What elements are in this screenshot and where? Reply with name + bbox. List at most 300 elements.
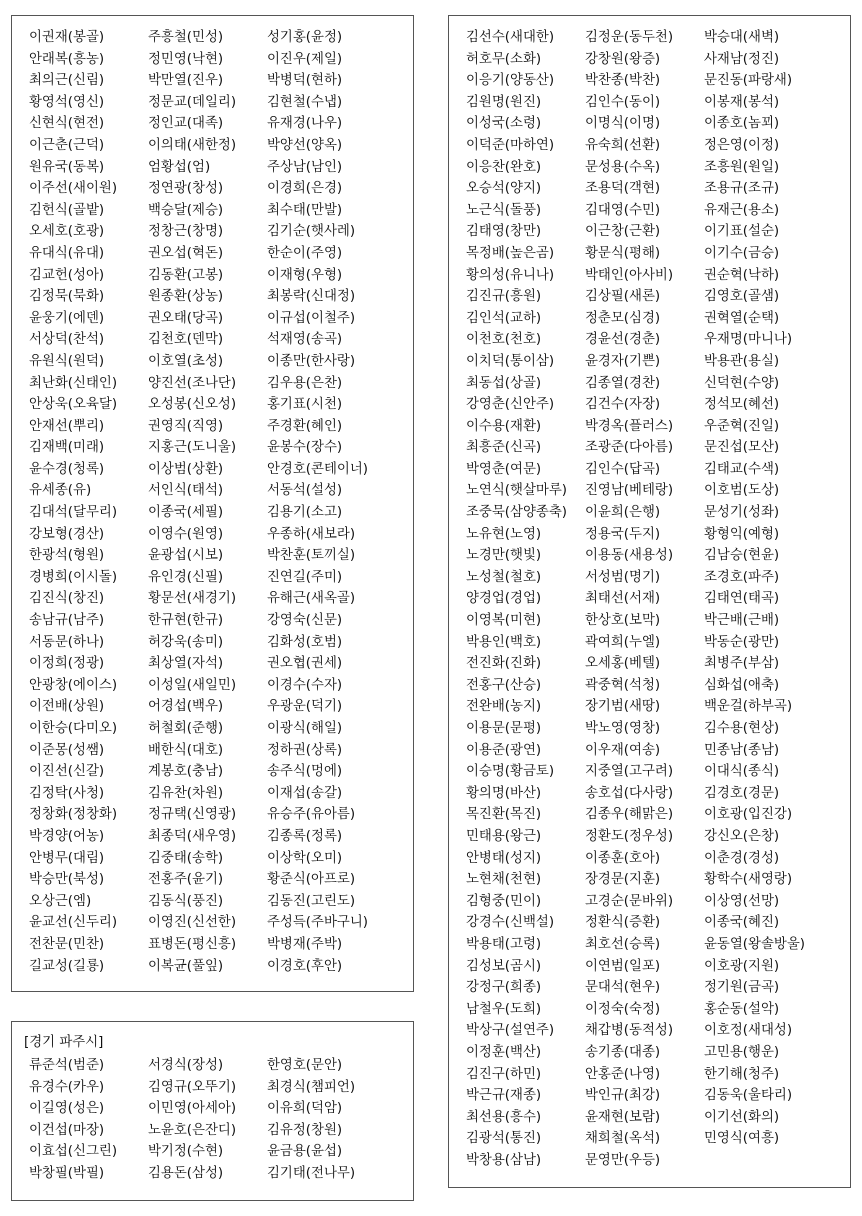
member-entry: 장기범(새땅) — [585, 699, 661, 715]
member-entry: 오성봉(신오성) — [148, 397, 237, 413]
member-entry: 이기선(화의) — [704, 1109, 780, 1125]
member-entry: 이수용(재환) — [466, 418, 542, 434]
member-entry: 장경문(지훈) — [585, 872, 661, 888]
member-entry: 박태인(아사비) — [585, 267, 674, 283]
member-entry: 우종하(새보라) — [267, 526, 356, 542]
member-entry: 김대영(수민) — [585, 202, 661, 218]
member-entry: 유경수(카우) — [29, 1079, 105, 1095]
member-entry: 박승만(북성) — [29, 872, 105, 888]
member-entry: 엄황섭(엄) — [148, 159, 211, 175]
member-entry: 권오태(당곡) — [148, 310, 224, 326]
member-entry: 박기정(수현) — [148, 1144, 224, 1160]
member-entry: 권오섭(혁돈) — [148, 245, 224, 261]
region-title: [경기 파주시] — [24, 1035, 104, 1050]
member-entry: 이주선(새이원) — [29, 181, 118, 197]
member-entry: 김동환(고봉) — [148, 267, 224, 283]
member-entry: 김재백(미래) — [29, 440, 105, 456]
member-entry: 김유찬(차원) — [148, 785, 224, 801]
member-entry: 황학수(새영랑) — [704, 872, 793, 888]
member-entry: 이종훈(호아) — [585, 850, 661, 866]
member-entry: 박승대(새벽) — [704, 30, 780, 45]
member-entry: 이종국(세필) — [148, 505, 224, 521]
member-entry: 김성보(곰시) — [466, 958, 542, 974]
member-entry: 이연범(일포) — [585, 958, 661, 974]
member-entry: 윤교선(신두리) — [29, 915, 118, 931]
member-entry: 황문식(평해) — [585, 245, 661, 261]
member-entry: 정환식(증환) — [585, 915, 661, 931]
member-entry: 채갑병(동적성) — [585, 1023, 674, 1039]
member-entry: 이준몽(성쌤) — [29, 742, 105, 758]
member-entry: 윤금용(윤섭) — [267, 1144, 343, 1160]
member-entry: 박영춘(여문) — [466, 461, 542, 477]
member-entry: 정석모(혜선) — [704, 397, 780, 413]
member-entry: 이명식(이명) — [585, 116, 661, 132]
member-entry: 김동식(풍진) — [148, 893, 224, 909]
member-entry: 오상근(엠) — [29, 893, 92, 909]
member-entry: 강창원(왕증) — [585, 51, 661, 67]
member-entry: 박상구(설연주) — [466, 1023, 555, 1039]
member-entry: 안재선(뿌리) — [29, 418, 105, 434]
member-list-panel-paju — [11, 1021, 414, 1201]
member-entry: 이기수(금승) — [704, 245, 780, 261]
member-entry: 노윤호(은잔디) — [148, 1122, 237, 1138]
member-entry: 조중묵(삼양종축) — [466, 505, 567, 521]
member-entry: 김진식(창진) — [29, 591, 105, 607]
member-entry: 이경희(은경) — [267, 181, 343, 197]
member-entry: 한규현(한규) — [148, 613, 224, 629]
member-entry: 오세홍(베텔) — [585, 656, 661, 672]
member-entry: 정창근(창명) — [148, 224, 224, 240]
member-entry: 김태영(창만) — [466, 224, 542, 240]
member-entry: 이승명(황금토) — [466, 764, 555, 780]
member-entry: 김진규(흥원) — [466, 289, 542, 305]
member-entry: 이건섭(마장) — [29, 1122, 105, 1138]
member-entry: 이권재(봉골) — [29, 30, 105, 45]
member-entry: 한광석(형원) — [29, 548, 105, 564]
member-entry: 황의성(유니나) — [466, 267, 555, 283]
member-list-panel-2 — [448, 15, 851, 1188]
member-entry: 문진섭(모산) — [704, 440, 780, 456]
member-entry: 이응찬(완호) — [466, 159, 542, 175]
member-entry: 배한식(대호) — [148, 742, 224, 758]
member-entry: 조광준(다아름) — [585, 440, 674, 456]
member-entry: 이재형(우형) — [267, 267, 343, 283]
member-entry: 이성일(새일민) — [148, 677, 237, 693]
member-entry: 박경옥(플러스) — [585, 418, 674, 434]
member-entry: 백승달(제승) — [148, 202, 224, 218]
member-entry: 표병돈(평신흥) — [148, 936, 237, 952]
member-entry: 황준식(아프로) — [267, 872, 356, 888]
member-entry: 이전배(상원) — [29, 699, 105, 715]
member-entry: 전찬문(민찬) — [29, 936, 105, 952]
member-entry: 김인수(답곡) — [585, 461, 661, 477]
member-entry: 김용돈(삼성) — [148, 1165, 224, 1181]
member-entry: 양경업(경업) — [466, 591, 542, 607]
member-entry: 이정숙(숙정) — [585, 1001, 661, 1017]
member-entry: 노근식(돌풍) — [466, 202, 542, 218]
member-entry: 전진화(진화) — [466, 656, 542, 672]
member-entry: 안래복(흥농) — [29, 51, 105, 67]
member-entry: 정인교(대족) — [148, 116, 224, 132]
member-entry: 유인경(신필) — [148, 569, 224, 585]
member-entry: 진영남(베테랑) — [585, 483, 674, 499]
member-entry: 이호정(새대성) — [704, 1023, 793, 1039]
member-entry: 이성국(소령) — [466, 116, 542, 132]
member-entry: 송기종(대종) — [585, 1044, 661, 1060]
member-list-grid — [29, 27, 413, 977]
member-entry: 이종호(놈꾀) — [704, 116, 780, 132]
member-entry: 안상욱(오육달) — [29, 397, 118, 413]
member-entry: 김현철(수냅) — [267, 94, 343, 110]
member-entry: 김정운(동두천) — [585, 30, 674, 45]
member-entry: 류준석(범준) — [29, 1058, 105, 1073]
member-entry: 허호무(소화) — [466, 51, 542, 67]
member-entry: 유재근(용소) — [704, 202, 780, 218]
member-entry: 어경섭(백우) — [148, 699, 224, 715]
member-entry: 윤동열(왕솔방울) — [704, 936, 805, 952]
member-entry: 이의태(새한정) — [148, 137, 237, 153]
member-entry: 이치덕(통이삼) — [466, 353, 555, 369]
member-entry: 김중태(송학) — [148, 850, 224, 866]
member-entry: 이영수(원영) — [148, 526, 224, 542]
member-entry: 윤봉수(장수) — [267, 440, 343, 456]
member-entry: 정창화(정창화) — [29, 807, 118, 823]
member-list-panel-1 — [11, 15, 414, 992]
member-entry: 곽여희(누엘) — [585, 634, 661, 650]
member-entry: 이호열(초성) — [148, 353, 224, 369]
member-entry: 윤재현(보람) — [585, 1109, 661, 1125]
member-entry: 오세호(호광) — [29, 224, 105, 240]
member-entry: 서성범(명기) — [585, 569, 661, 585]
member-entry: 지중열(고구려) — [585, 764, 674, 780]
member-entry: 이상영(선망) — [704, 893, 780, 909]
member-entry: 심화섭(애축) — [704, 677, 780, 693]
member-entry: 민영식(여흥) — [704, 1131, 780, 1147]
member-entry: 이복균(풀잎) — [148, 958, 224, 974]
member-entry: 정민영(낙현) — [148, 51, 224, 67]
member-list-grid — [466, 27, 850, 1171]
member-entry: 안홍준(나영) — [585, 1066, 661, 1082]
member-entry: 이응기(양동산) — [466, 73, 555, 89]
member-entry: 김정묵(묵화) — [29, 289, 105, 305]
member-entry: 이종만(한사랑) — [267, 353, 356, 369]
member-entry: 이정희(정광) — [29, 656, 105, 672]
member-entry: 정규택(신영광) — [148, 807, 237, 823]
member-entry: 최봉락(신대정) — [267, 289, 356, 305]
member-entry: 문성용(수옥) — [585, 159, 661, 175]
member-entry: 채희철(옥석) — [585, 1131, 661, 1147]
member-entry: 이기표(설순) — [704, 224, 780, 240]
member-entry: 정환도(정우성) — [585, 828, 674, 844]
member-entry: 김선수(새대한) — [466, 30, 555, 45]
member-entry: 최호선(승록) — [585, 936, 661, 952]
member-entry: 김종우(해맑은) — [585, 807, 674, 823]
member-entry: 박인규(최강) — [585, 1088, 661, 1104]
member-entry: 한기해(청주) — [704, 1066, 780, 1082]
member-entry: 주성득(주바구니) — [267, 915, 368, 931]
member-entry: 이용문(문평) — [466, 721, 542, 736]
member-entry: 정용국(두지) — [585, 526, 661, 542]
member-entry: 이민영(아세아) — [148, 1101, 237, 1117]
member-entry: 김우용(은찬) — [267, 375, 343, 391]
member-entry: 정문교(데일리) — [148, 94, 237, 110]
member-entry: 최태선(서재) — [585, 591, 661, 607]
member-entry: 송주식(멍에) — [267, 764, 343, 780]
member-entry: 김태연(태곡) — [704, 591, 780, 607]
member-entry: 이유희(덕암) — [267, 1101, 343, 1117]
member-entry: 이천호(천호) — [466, 332, 542, 348]
member-entry: 우재명(마니나) — [704, 332, 793, 348]
member-entry: 이영진(신선한) — [148, 915, 237, 931]
member-entry: 전홍구(산승) — [466, 677, 542, 693]
member-entry: 박용인(백호) — [466, 634, 542, 650]
member-entry: 이진선(신갈) — [29, 764, 105, 780]
member-entry: 이상범(상환) — [148, 461, 224, 477]
member-entry: 우광운(덕기) — [267, 699, 343, 715]
member-entry: 박노영(영창) — [585, 721, 661, 736]
member-entry: 최흥준(신곡) — [466, 440, 542, 456]
member-entry: 김종열(경찬) — [585, 375, 661, 391]
member-entry: 안병태(성지) — [466, 850, 542, 866]
member-entry: 최수태(만발) — [267, 202, 343, 218]
member-entry: 윤광섭(시보) — [148, 548, 224, 564]
member-entry: 주흥철(민성) — [148, 30, 224, 45]
member-entry: 김경호(경문) — [704, 785, 780, 801]
member-entry: 노성철(철호) — [466, 569, 542, 585]
member-entry: 최동섭(상골) — [466, 375, 542, 391]
member-entry: 신덕현(수양) — [704, 375, 780, 391]
member-entry: 이호광(지원) — [704, 958, 780, 974]
member-entry: 황형익(예형) — [704, 526, 780, 542]
member-entry: 송남규(남주) — [29, 613, 105, 629]
member-entry: 최상열(자석) — [148, 656, 224, 672]
member-entry: 전홍주(윤기) — [148, 872, 224, 888]
member-entry: 전완배(농지) — [466, 699, 542, 715]
member-entry: 김태교(수색) — [704, 461, 780, 477]
member-entry: 안광창(에이스) — [29, 677, 118, 693]
member-entry: 한상호(보막) — [585, 613, 661, 629]
member-entry: 김기태(전나무) — [267, 1165, 356, 1181]
member-entry: 이호광(입진강) — [704, 807, 793, 823]
member-entry: 최선용(흥수) — [466, 1109, 542, 1125]
member-entry: 강정구(희종) — [466, 980, 542, 996]
member-entry: 이용준(광연) — [466, 742, 542, 758]
member-entry: 안경호(콘테이너) — [267, 461, 368, 477]
member-entry: 이규섭(이철주) — [267, 310, 356, 326]
member-entry: 권영직(직영) — [148, 418, 224, 434]
member-entry: 황의명(바산) — [466, 785, 542, 801]
member-entry: 주상남(남인) — [267, 159, 343, 175]
member-entry: 지홍근(도니울) — [148, 440, 237, 456]
member-entry: 김영호(골샘) — [704, 289, 780, 305]
member-entry: 이광식(해일) — [267, 721, 343, 736]
member-entry: 문진동(파랑새) — [704, 73, 793, 89]
member-entry: 유승주(유아름) — [267, 807, 356, 823]
member-entry: 강영숙(신문) — [267, 613, 343, 629]
member-entry: 최병주(부삼) — [704, 656, 780, 672]
member-entry: 원종환(상농) — [148, 289, 224, 305]
member-entry: 허강욱(송미) — [148, 634, 224, 650]
member-entry: 정하권(상록) — [267, 742, 343, 758]
member-entry: 안병무(대림) — [29, 850, 105, 866]
member-entry: 서인식(태석) — [148, 483, 224, 499]
member-entry: 신현식(현전) — [29, 116, 105, 132]
member-entry: 이진우(제일) — [267, 51, 343, 67]
member-entry: 정연광(창성) — [148, 181, 224, 197]
member-entry: 문대석(현우) — [585, 980, 661, 996]
member-entry: 이근춘(근덕) — [29, 137, 105, 153]
member-entry: 이춘경(경성) — [704, 850, 780, 866]
member-entry: 이경수(수자) — [267, 677, 343, 693]
member-entry: 이덕준(마하연) — [466, 137, 555, 153]
member-entry: 민종남(종남) — [704, 742, 780, 758]
member-entry: 남철우(도희) — [466, 1001, 542, 1017]
member-entry: 이영복(미현) — [466, 613, 542, 629]
member-entry: 윤수경(청록) — [29, 461, 105, 477]
member-entry: 노연식(햇살마루) — [466, 483, 567, 499]
member-entry: 곽중혁(석청) — [585, 677, 661, 693]
member-entry: 정기원(금곡) — [704, 980, 780, 996]
member-entry: 서동석(설성) — [267, 483, 343, 499]
member-entry: 김원명(원진) — [466, 94, 542, 110]
member-entry: 김인수(동이) — [585, 94, 661, 110]
member-entry: 박용관(용실) — [704, 353, 780, 369]
member-entry: 강신오(은창) — [704, 828, 780, 844]
member-entry: 서상덕(찬석) — [29, 332, 105, 348]
member-entry: 이종국(혜진) — [704, 915, 780, 931]
member-entry: 유숙희(선환) — [585, 137, 661, 153]
member-entry: 이대식(종식) — [704, 764, 780, 780]
member-entry: 원유국(동복) — [29, 159, 105, 175]
member-entry: 최종덕(새우영) — [148, 828, 237, 844]
member-entry: 이봉재(봉석) — [704, 94, 780, 110]
member-entry: 이상학(오미) — [267, 850, 343, 866]
member-entry: 조흥원(원일) — [704, 159, 780, 175]
member-entry: 노현채(천현) — [466, 872, 542, 888]
member-entry: 박동순(광만) — [704, 634, 780, 650]
member-entry: 성기홍(윤정) — [267, 30, 343, 45]
member-entry: 김천호(덴막) — [148, 332, 224, 348]
member-entry: 윤웅기(에덴) — [29, 310, 105, 326]
member-entry: 정춘모(심경) — [585, 310, 661, 326]
member-entry: 노유현(노영) — [466, 526, 542, 542]
member-entry: 김남승(현윤) — [704, 548, 780, 564]
member-entry: 송호섭(다사랑) — [585, 785, 674, 801]
member-entry: 노경만(햇빛) — [466, 548, 542, 564]
member-entry: 진연길(주미) — [267, 569, 343, 585]
member-entry: 김교헌(성아) — [29, 267, 105, 283]
member-entry: 박근배(근배) — [704, 613, 780, 629]
member-entry: 이용동(새용성) — [585, 548, 674, 564]
member-entry: 이길영(성은) — [29, 1101, 105, 1117]
member-entry: 김동욱(울타리) — [704, 1088, 793, 1104]
member-entry: 최경식(챔피언) — [267, 1079, 356, 1095]
member-entry: 김동진(고린도) — [267, 893, 356, 909]
member-entry: 김대석(달무리) — [29, 505, 118, 521]
member-entry: 강영춘(신안주) — [466, 397, 555, 413]
member-entry: 강보형(경산) — [29, 526, 105, 542]
member-entry: 조용규(조규) — [704, 181, 780, 197]
member-entry: 김헌식(골밭) — [29, 202, 105, 218]
member-entry: 김영규(오뚜기) — [148, 1079, 237, 1095]
member-entry: 홍기표(시천) — [267, 397, 343, 413]
member-entry: 한영호(문안) — [267, 1058, 343, 1073]
member-entry: 서경식(장성) — [148, 1058, 224, 1073]
member-entry: 이우재(여송) — [585, 742, 661, 758]
member-entry: 김기순(햇사레) — [267, 224, 356, 240]
member-entry: 이한승(다미오) — [29, 721, 118, 736]
member-entry: 김용기(소고) — [267, 505, 343, 521]
member-entry: 이재섭(송갈) — [267, 785, 343, 801]
member-list-grid — [24, 1055, 413, 1185]
member-entry: 민태용(왕근) — [466, 828, 542, 844]
member-entry: 김인석(교하) — [466, 310, 542, 326]
member-entry: 경병희(이시돌) — [29, 569, 118, 585]
member-entry: 유해근(새옥골) — [267, 591, 356, 607]
member-entry: 조용덕(객현) — [585, 181, 661, 197]
member-entry: 경윤선(경춘) — [585, 332, 661, 348]
member-entry: 석재영(송곡) — [267, 332, 343, 348]
member-entry: 권오협(권세) — [267, 656, 343, 672]
member-entry: 정은영(이정) — [704, 137, 780, 153]
member-entry: 사재남(정진) — [704, 51, 780, 67]
member-entry: 황문선(새경기) — [148, 591, 237, 607]
member-entry: 이경호(후안) — [267, 958, 343, 974]
member-entry: 유세종(유) — [29, 483, 92, 499]
member-entry: 허철회(준행) — [148, 721, 224, 736]
member-entry: 이윤희(은행) — [585, 505, 661, 521]
member-entry: 박경양(어농) — [29, 828, 105, 844]
member-entry: 김광석(통진) — [466, 1131, 542, 1147]
member-entry: 목진환(목진) — [466, 807, 542, 823]
member-entry: 유원식(원덕) — [29, 353, 105, 369]
member-entry: 김유정(창원) — [267, 1122, 343, 1138]
member-entry: 홍순동(설악) — [704, 1001, 780, 1017]
member-entry: 박만열(진우) — [148, 73, 224, 89]
member-entry: 윤경자(기쁜) — [585, 353, 661, 369]
member-entry: 문영만(우등) — [585, 1152, 661, 1168]
member-entry: 이효섭(신그린) — [29, 1144, 118, 1160]
member-entry: 유대식(유대) — [29, 245, 105, 261]
member-entry: 권혁열(순택) — [704, 310, 780, 326]
member-entry: 길교성(길룡) — [29, 958, 105, 974]
member-entry: 문성기(성좌) — [704, 505, 780, 521]
member-entry: 최의근(신림) — [29, 73, 105, 89]
member-entry: 오승석(양지) — [466, 181, 542, 197]
member-entry: 김종록(정록) — [267, 828, 343, 844]
member-entry: 김상필(새론) — [585, 289, 661, 305]
member-entry: 이정훈(백산) — [466, 1044, 542, 1060]
member-entry: 고경순(문바위) — [585, 893, 674, 909]
member-entry: 우준혁(진일) — [704, 418, 780, 434]
member-entry: 최난화(신태인) — [29, 375, 118, 391]
member-entry: 김진구(하민) — [466, 1066, 542, 1082]
member-entry: 박찬종(박찬) — [585, 73, 661, 89]
member-entry: 박양선(양옥) — [267, 137, 343, 153]
member-entry: 이근창(근환) — [585, 224, 661, 240]
member-entry: 박병덕(현하) — [267, 73, 343, 89]
member-entry: 양진선(조나단) — [148, 375, 237, 391]
member-entry: 박병재(주박) — [267, 936, 343, 952]
member-entry: 박찬훈(토끼실) — [267, 548, 356, 564]
member-entry: 박창필(박필) — [29, 1165, 105, 1181]
member-entry: 황영석(영신) — [29, 94, 105, 110]
member-entry: 조경호(파주) — [704, 569, 780, 585]
member-entry: 목정배(높은곰) — [466, 245, 555, 261]
member-entry: 고민용(행운) — [704, 1044, 780, 1060]
member-entry: 김정탁(사청) — [29, 785, 105, 801]
member-entry: 김화성(호범) — [267, 634, 343, 650]
